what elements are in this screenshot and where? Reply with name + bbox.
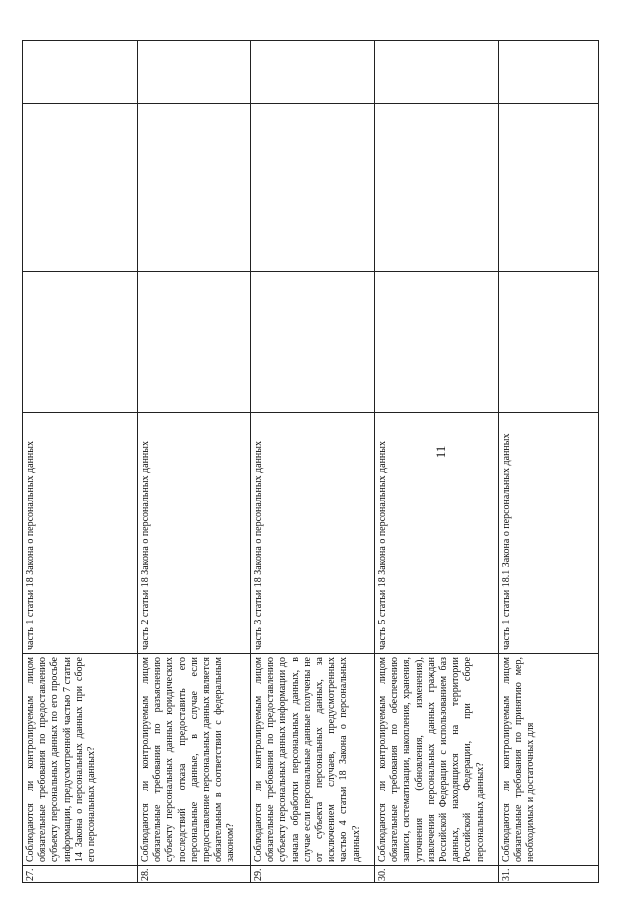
row-number: 31. [499,866,599,883]
empty-cell [138,104,251,272]
question-cell: Соблюдаются ли контролируемым лицом обязательные требования по разъяснению субъекту персональных данных юридических последствий отказа предоставить его персональные данные, в случае если предоставление персональных данных является обязательным в соответствии с федеральным законом? [138,654,251,866]
empty-cell [138,41,251,104]
rotated-table-container [22,41,598,883]
checklist-table [22,40,599,883]
empty-cell [23,272,138,413]
table-row [23,41,138,883]
reference-cell: часть 1 статьи 18.1 Закона о персональных данных [499,413,599,654]
question-cell: Соблюдаются ли контролируемым лицом обязательные требования по предоставлению субъекту персональных данных по его просьбе информации, предусмотренной частью 7 статьи 14 Закона о персональных данных при сборе его персональных данных? [23,654,138,866]
table-row [499,41,599,883]
reference-cell: часть 3 статьи 18 Закона о персональных данных [251,413,375,654]
empty-cell [499,104,599,272]
empty-cell [138,272,251,413]
page-number: 11 [433,445,448,459]
row-number: 30. [375,866,499,883]
reference-cell: часть 5 статьи 18 Закона о персональных данных [375,413,499,654]
question-cell: Соблюдаются ли контролируемым лицом обязательные требования по принятию мер, необходимых и достаточных для [499,654,599,866]
empty-cell [251,104,375,272]
table-row [138,41,251,883]
empty-cell [251,272,375,413]
row-number: 29. [251,866,375,883]
empty-cell [375,104,499,272]
table-row [251,41,375,883]
reference-cell: часть 1 статьи 18 Закона о персональных данных [23,413,138,654]
table-row [375,41,499,883]
reference-cell: часть 2 статьи 18 Закона о персональных данных [138,413,251,654]
empty-cell [375,272,499,413]
empty-cell [251,41,375,104]
question-cell: Соблюдаются ли контролируемым лицом обязательные требования по предоставлению субъекту персональных данных информации до начала обработки персональных данных, в случае если персональные данные получены не от субъекта персональных данных, за исключением случаев, предусмотренных частью 4 статьи 18 Закона о персональных данных? [251,654,375,866]
empty-cell [499,41,599,104]
empty-cell [375,41,499,104]
empty-cell [23,104,138,272]
row-number: 28. [138,866,251,883]
row-number: 27. [23,866,138,883]
question-cell: Соблюдаются ли контролируемым лицом обязательные требования по обеспечению записи, систематизации, накопления, хранения, уточнения (обновления, изменения), извлечения персональных данных граждан Российской Федерации с использованием баз данных, находящихся на территории Российской Федерации, при сборе персональных данных? [375,654,499,866]
empty-cell [499,272,599,413]
empty-cell [23,41,138,104]
